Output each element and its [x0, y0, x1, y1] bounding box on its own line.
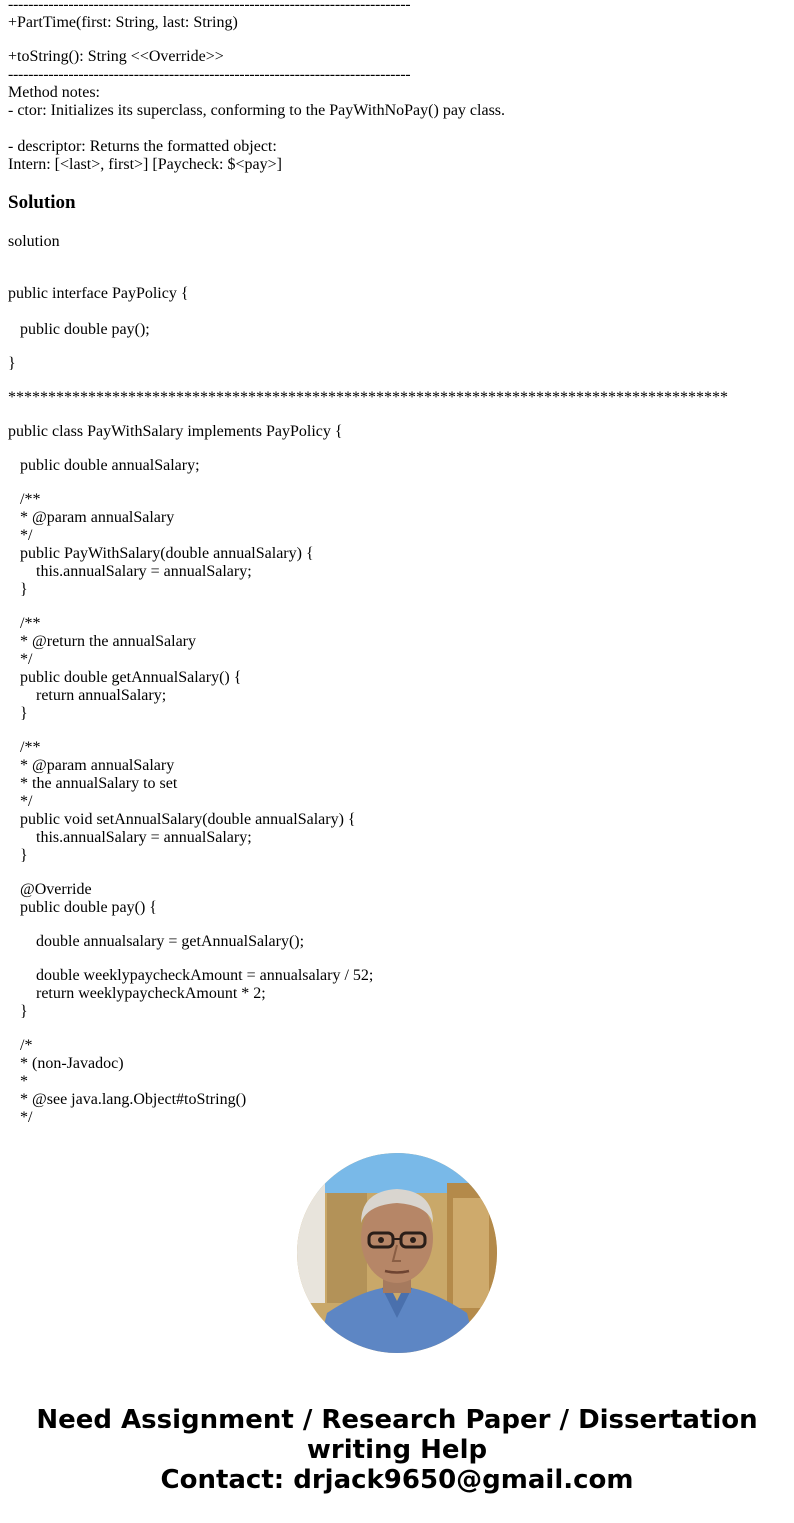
- code-line: * @return the annualSalary: [8, 633, 197, 650]
- code-line: public interface PayPolicy {: [8, 285, 189, 302]
- code-line: * @see java.lang.Object#toString(): [8, 1091, 247, 1108]
- author-portrait-image: [297, 1153, 497, 1353]
- code-line: }: [8, 581, 28, 598]
- code-line: }: [8, 705, 28, 722]
- code-line: * the annualSalary to set: [8, 775, 178, 792]
- code-separator: ******************************************************************************************: [8, 389, 728, 406]
- code-line: public PayWithSalary(double annualSalary) {: [8, 545, 314, 562]
- descriptor-note: - descriptor: Returns the formatted object:: [8, 138, 277, 155]
- code-line: double annualsalary = getAnnualSalary();: [8, 933, 305, 950]
- author-avatar: [297, 1153, 497, 1353]
- solution-label: solution: [8, 233, 60, 250]
- solution-heading: Solution: [8, 192, 76, 213]
- code-line: public class PayWithSalary implements PayPolicy {: [8, 423, 343, 440]
- code-line: public double annualSalary;: [8, 457, 200, 474]
- code-line: return annualSalary;: [8, 687, 167, 704]
- code-line: }: [8, 847, 28, 864]
- code-line: public double getAnnualSalary() {: [8, 669, 242, 686]
- code-line: this.annualSalary = annualSalary;: [8, 563, 252, 580]
- tostring-signature: +toString(): String <<Override>>: [8, 48, 224, 65]
- separator-line: --------------------------------------------------------------------------------: [8, 0, 411, 13]
- code-line: * @param annualSalary: [8, 757, 175, 774]
- code-line: */: [8, 651, 33, 668]
- code-line: }: [8, 1003, 28, 1020]
- code-line: public void setAnnualSalary(double annualSalary) {: [8, 811, 356, 828]
- descriptor-format: Intern: [<last>, first>] [Paycheck: $<pay>]: [8, 156, 282, 173]
- code-line: /**: [8, 491, 41, 508]
- code-line: * (non-Javadoc): [8, 1055, 124, 1072]
- code-line: /**: [8, 615, 41, 632]
- code-line: /**: [8, 739, 41, 756]
- code-line: *: [8, 1073, 28, 1090]
- constructor-signature: +PartTime(first: String, last: String): [8, 14, 238, 31]
- promo-banner: [0, 1405, 794, 1495]
- promo-line-1: Need Assignment / Research Paper / Dissertation: [36, 1405, 758, 1435]
- code-line: */: [8, 527, 33, 544]
- method-notes-label: Method notes:: [8, 84, 100, 101]
- code-line: /*: [8, 1037, 33, 1054]
- code-line: @Override: [8, 881, 92, 898]
- separator-line: --------------------------------------------------------------------------------: [8, 66, 411, 83]
- code-line: * @param annualSalary: [8, 509, 175, 526]
- code-line: return weeklypaycheckAmount * 2;: [8, 985, 266, 1002]
- code-line: public double pay();: [8, 321, 150, 338]
- code-line: */: [8, 1109, 33, 1126]
- promo-line-2: writing Help: [306, 1435, 488, 1465]
- code-line: */: [8, 793, 33, 810]
- code-line: double weeklypaycheckAmount = annualsalary / 52;: [8, 967, 374, 984]
- code-line: public double pay() {: [8, 899, 157, 916]
- code-line: this.annualSalary = annualSalary;: [8, 829, 252, 846]
- ctor-note: - ctor: Initializes its superclass, conforming to the PayWithNoPay() pay class.: [8, 102, 506, 119]
- code-line: }: [8, 355, 16, 372]
- promo-contact: Contact: drjack9650@gmail.com: [160, 1465, 634, 1495]
